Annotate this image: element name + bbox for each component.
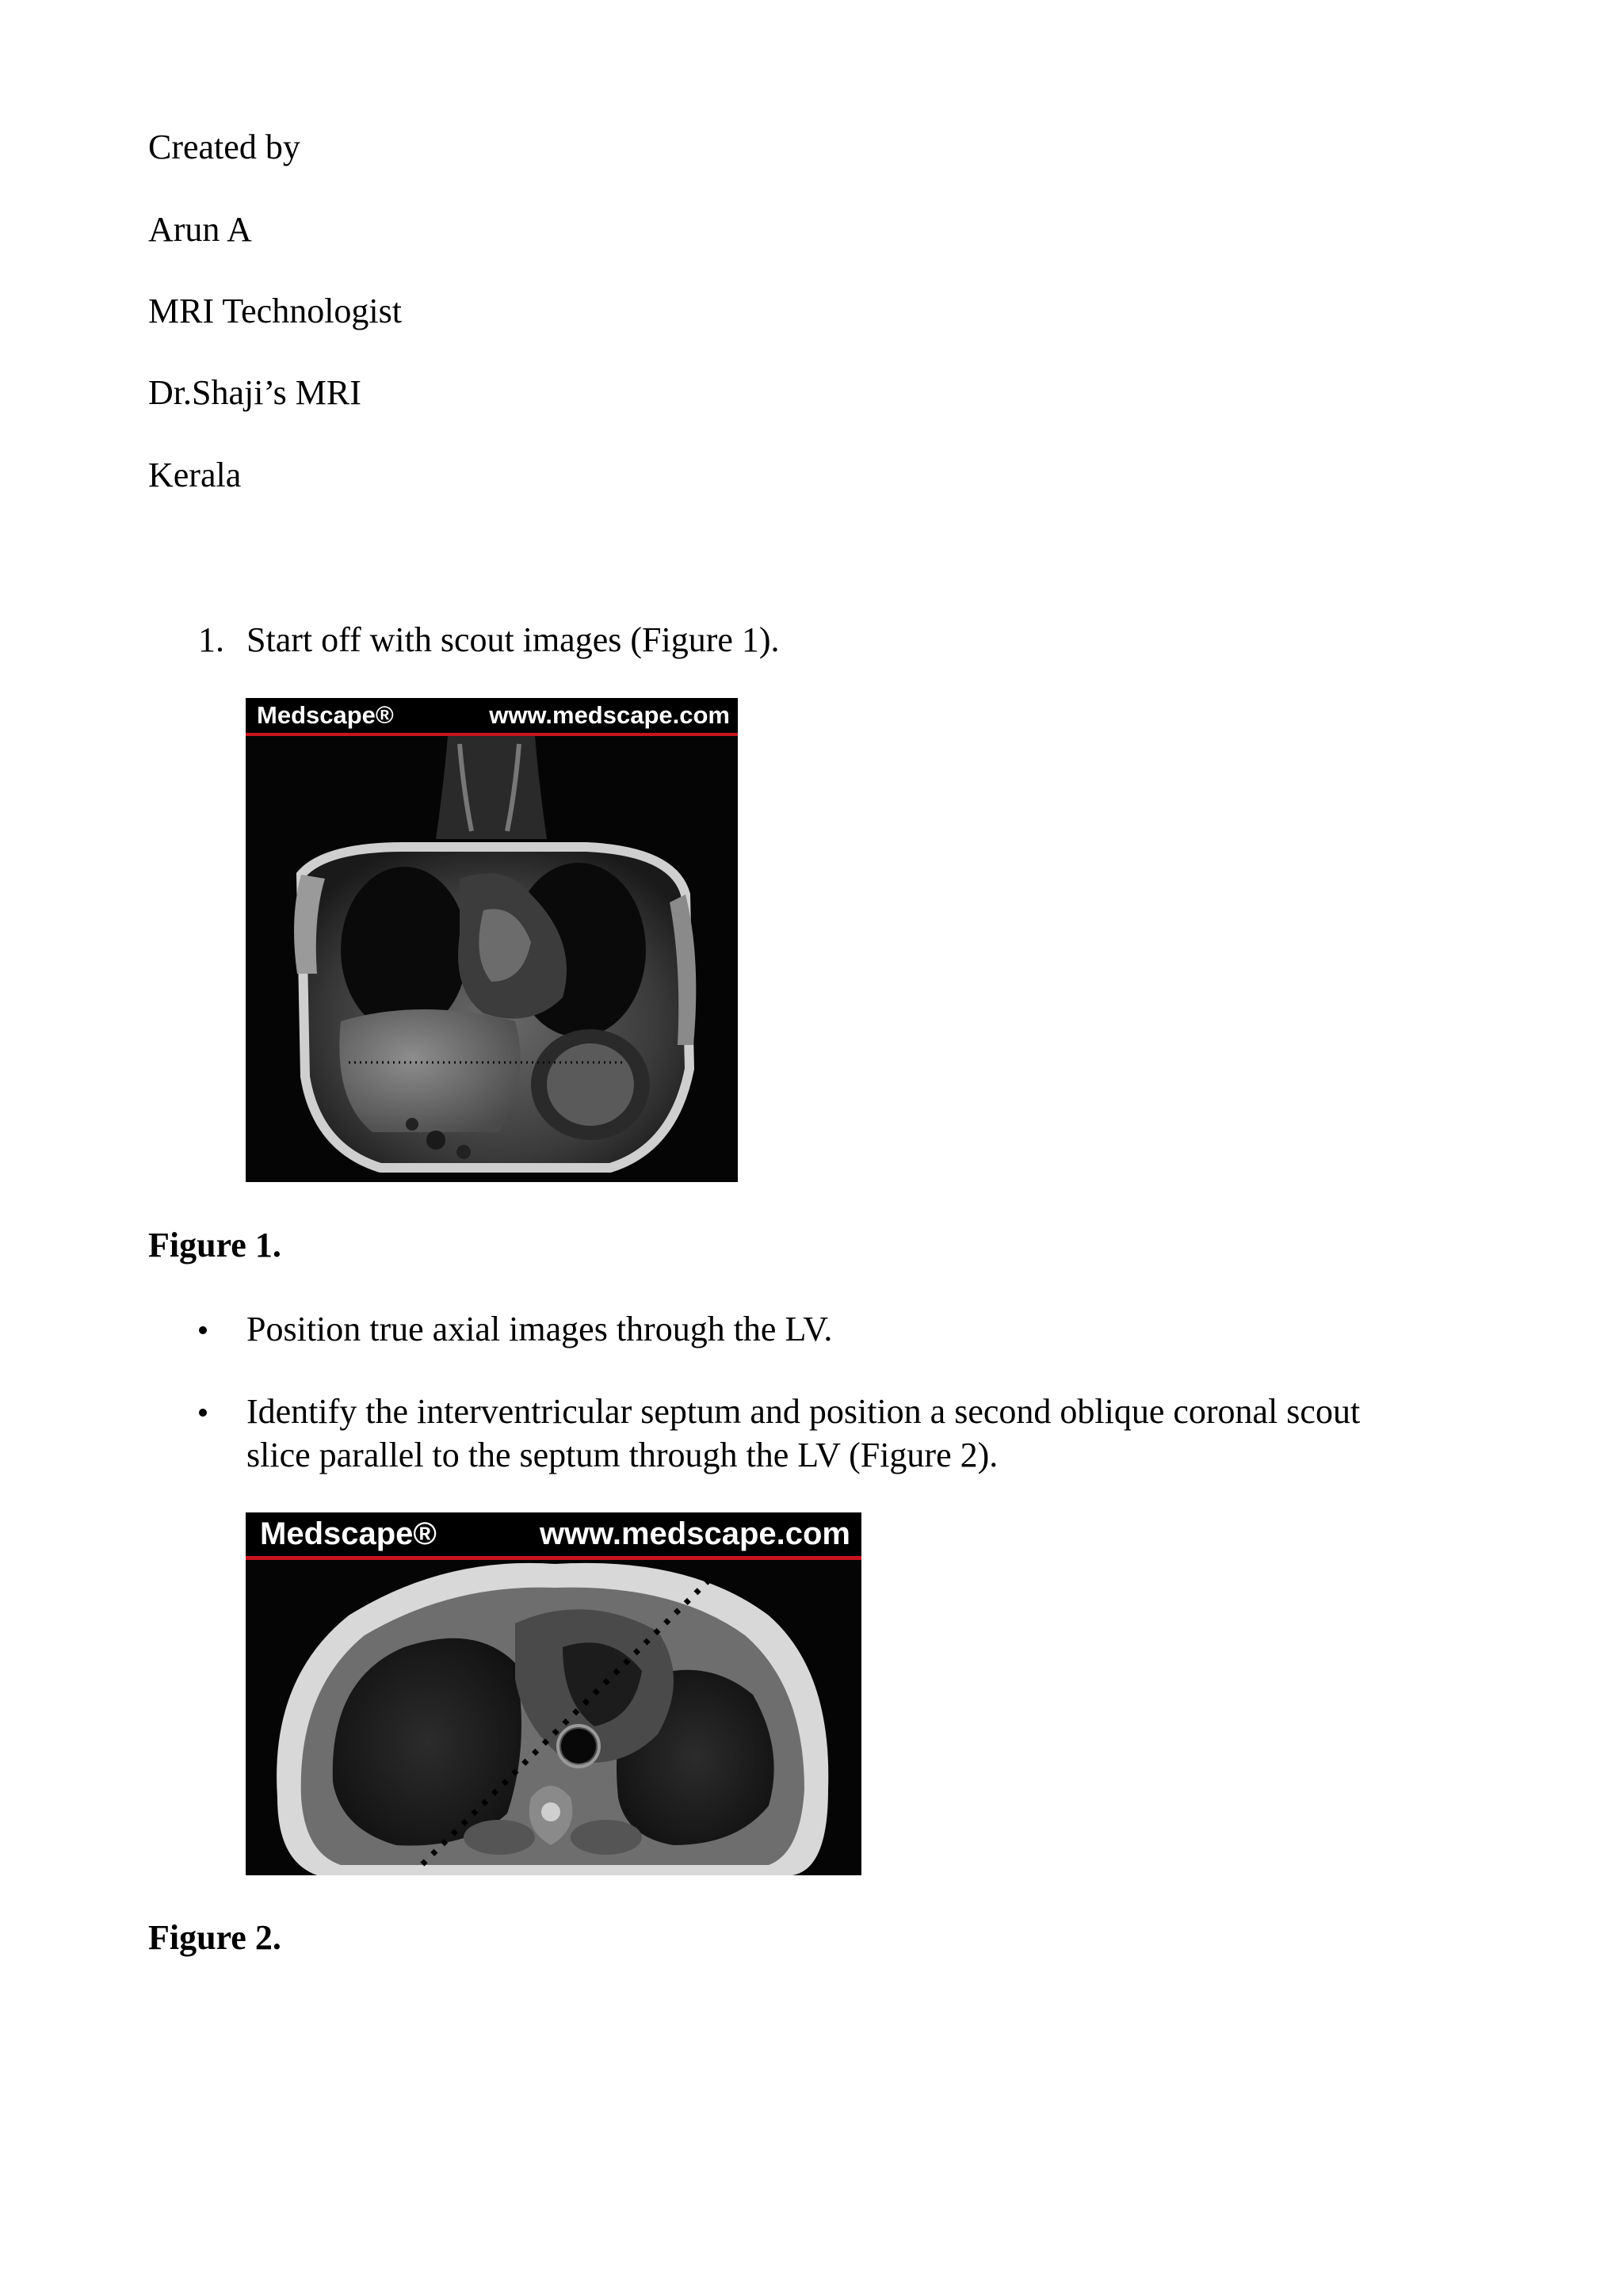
author-name: Arun A [148, 210, 252, 249]
step-number: 1. [198, 620, 224, 659]
bullet-1-text: Position true axial images through the LV. [246, 1310, 833, 1348]
figure-2-site: www.medscape.com [540, 1516, 850, 1551]
figure-2-watermark [246, 1512, 861, 1556]
figure-1-site: www.medscape.com [489, 701, 730, 729]
bullet-2-line-2: slice parallel to the septum through the LV (Figure 2). [246, 1436, 999, 1474]
author-organization: Dr.Shaji’s MRI [148, 373, 361, 412]
figure-2-image [246, 1512, 861, 1875]
step-text: Start off with scout images (Figure 1). [246, 620, 780, 659]
bullet-marker-1 [199, 1326, 207, 1334]
figure-1-watermark [246, 698, 738, 733]
created-by-line: Created by [148, 128, 300, 166]
figure-1-brand: Medscape® [257, 701, 394, 729]
figure-1-caption: Figure 1. [148, 1226, 281, 1264]
figure-2-axial-scan [246, 1560, 861, 1875]
author-title: MRI Technologist [148, 292, 402, 330]
author-location: Kerala [148, 456, 242, 494]
figure-1-coronal-scan [246, 736, 738, 1182]
figure-2-brand: Medscape® [260, 1516, 437, 1551]
bullet-marker-2 [199, 1409, 207, 1417]
bullet-2-line-1: Identify the interventricular septum and position a second oblique coronal scout [246, 1392, 1361, 1431]
figure-2-caption: Figure 2. [148, 1918, 281, 1957]
figure-1-image [246, 698, 738, 1182]
